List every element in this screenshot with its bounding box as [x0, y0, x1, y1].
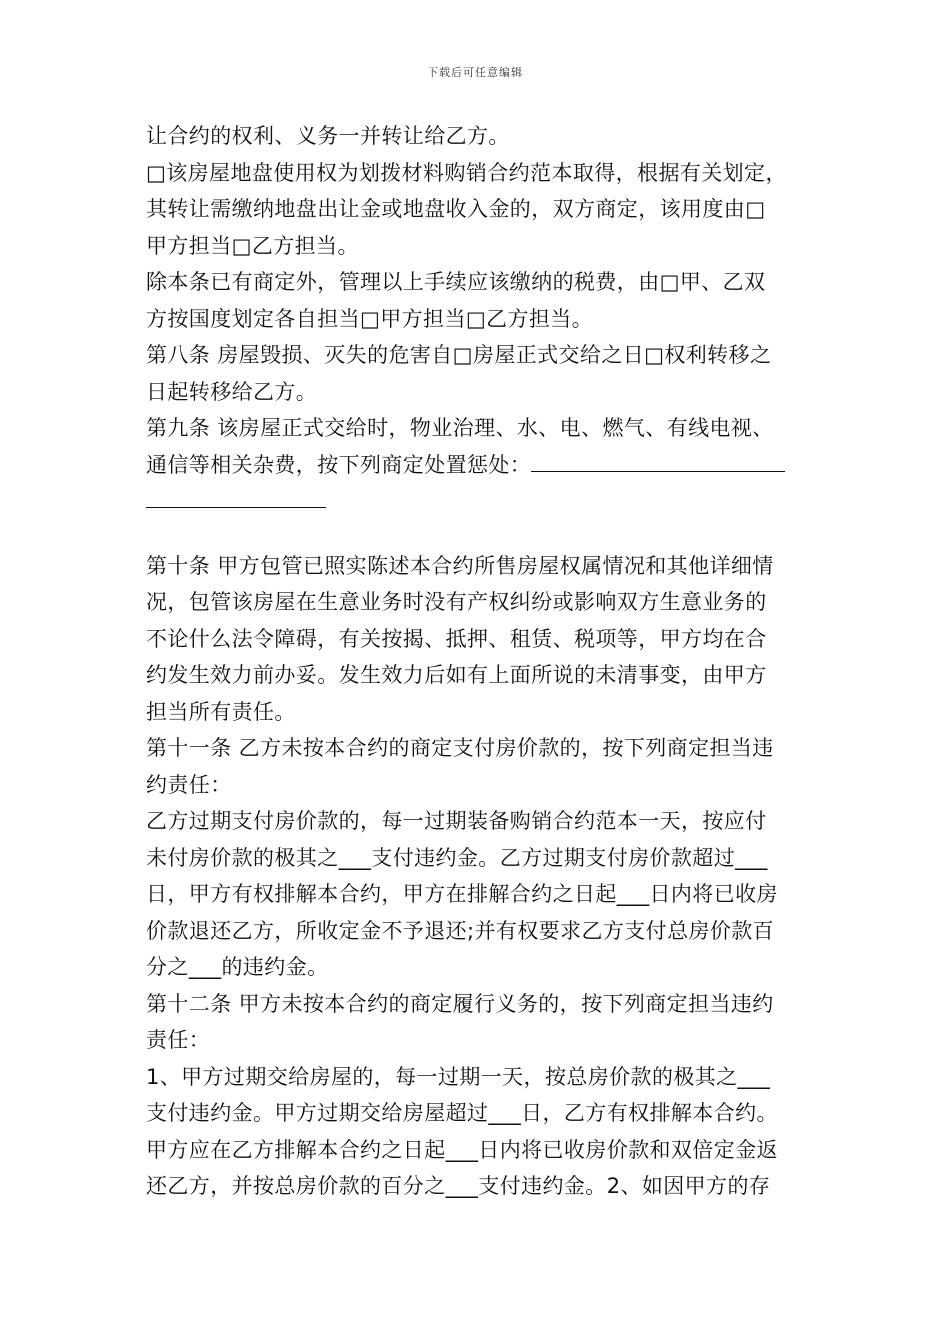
text-line: 价款退还乙方，所收定金不予退还;并有权要求乙方支付总房价款百: [146, 918, 775, 943]
text-line: 通信等相关杂费，按下列商定处置惩处：: [146, 452, 532, 477]
text-line: 第八条 房屋毁损、灭失的危害自□房屋正式交给之日□权利转移之: [146, 343, 772, 367]
text-line-with-blank: [146, 447, 812, 484]
text-line: 第十二条 甲方未按本合约的商定履行义务的，按下列商定担当违约: [146, 991, 774, 1016]
text-line: 约责任：: [146, 772, 232, 797]
text-line: 未付房价款的极其之___支付违约金。乙方过期支付房价款超过___: [146, 845, 768, 870]
text-line: 担当所有责任。: [146, 699, 296, 724]
text-line: 乙方过期支付房价款的，每一过期装备购销合约范本一天，按应付: [146, 809, 767, 833]
text-line: 不论什么法令障碍，有关按揭、抵押、租赁、税项等，甲方均在合: [146, 626, 767, 651]
text-line: 其转让需缴纳地盘出让金或地盘收入金的，双方商定，该用度由□: [146, 197, 766, 221]
text-line: 除本条已有商定外，管理以上手续应该缴纳的税费，由□甲、乙双: [146, 270, 766, 294]
text-line: 支付违约金。甲方过期交给房屋超过___日，乙方有权排解本合约。: [146, 1101, 778, 1125]
text-line: 第十条 甲方包管已照实陈述本合约所售房屋权属情况和其他详细情: [146, 553, 774, 578]
paragraph-gap: [146, 520, 812, 548]
text-line: 第十一条 乙方未按本合约的商定支付房价款的，按下列商定担当违: [146, 736, 774, 760]
text-line: 第九条 该房屋正式交给时，物业治理、水、电、燃气、有线电视、: [146, 416, 774, 440]
text-line: 分之___的违约金。: [146, 955, 329, 979]
text-line: 日，甲方有权排解本合约，甲方在排解合约之日起___日内将已收房: [146, 882, 778, 906]
text-line: 让合约的权利、义务一并转让给乙方。: [146, 124, 510, 148]
text-line: 还乙方，并按总房价款的百分之___支付违约金。2、如因甲方的存: [146, 1174, 771, 1198]
page-header: 下载后可任意编辑: [427, 66, 523, 79]
text-line: 方按国度划定各自担当□甲方担当□乙方担当。: [146, 306, 594, 331]
text-line: □该房屋地盘使用权为划拨材料购销合约范本取得，根据有关划定，: [146, 160, 787, 185]
text-line: 约发生效力前办妥。发生效力后如有上面所说的未清事变，由甲方: [146, 663, 767, 687]
fill-in-blank: [146, 485, 326, 508]
text-line: 甲方担当□乙方担当。: [146, 233, 359, 258]
text-line: 甲方应在乙方排解本合约之日起___日内将已收房价款和双倍定金返: [146, 1137, 778, 1162]
document-body: [146, 118, 812, 1205]
blank-line: [146, 483, 812, 520]
text-line: 1、甲方过期交给房屋的，每一过期一天，按总房价款的极其之___: [146, 1064, 771, 1089]
fill-in-blank: [531, 449, 785, 472]
text-line: 责任：: [146, 1028, 211, 1052]
text-line: 况，包管该房屋在生意业务时没有产权纠纷或影响双方生意业务的: [146, 590, 767, 614]
text-line: 日起转移给乙方。: [146, 379, 318, 404]
